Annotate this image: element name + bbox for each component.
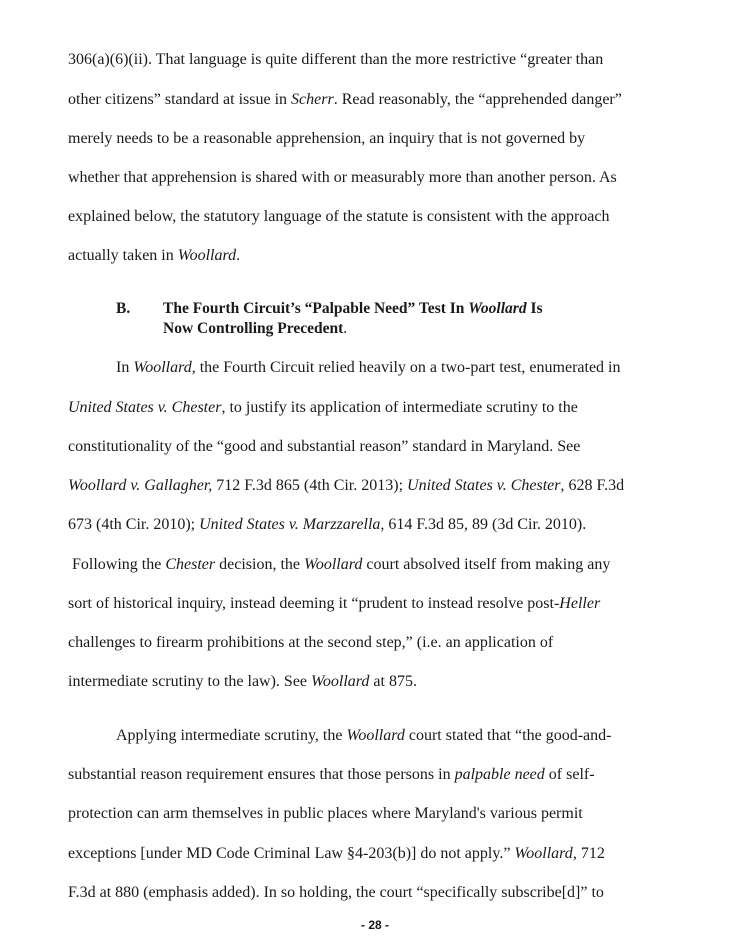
text-line: exceptions [under MD Code Criminal Law §4-203(b)] do not apply.” Woollard, 712 [68, 845, 605, 862]
case-name: Woollard [311, 673, 370, 690]
case-name: Chester [165, 556, 216, 573]
text-line: United States v. Chester, to justify its application of intermediate scrutiny to the [68, 399, 578, 416]
text-line: other citizens” standard at issue in Scherr. Read reasonably, the “apprehended danger” [68, 91, 622, 108]
text-line: In Woollard, the Fourth Circuit relied heavily on a two-part test, enumerated in [116, 359, 621, 376]
text-line: F.3d at 880 (emphasis added). In so holding, the court “specifically subscribe[d]” to [68, 884, 604, 901]
text-line: Applying intermediate scrutiny, the Woollard court stated that “the good-and- [116, 727, 612, 744]
case-name: Woollard [177, 247, 237, 264]
case-name: United States v. Chester [68, 399, 222, 416]
text-line: explained below, the statutory language of the statute is consistent with the approach [68, 208, 610, 225]
section-letter: B. [116, 300, 131, 317]
case-name: Woollard [304, 556, 363, 573]
text-line: 673 (4th Cir. 2010); United States v. Marzzarella, 614 F.3d 85, 89 (3d Cir. 2010). [68, 516, 587, 533]
text-line: whether that apprehension is shared with or measurably more than another person. As [68, 169, 617, 186]
text-line: substantial reason requirement ensures that those persons in palpable need of self- [68, 766, 595, 783]
heading-line: The Fourth Circuit’s “Palpable Need” Test In Woollard Is [163, 300, 543, 317]
text-line: Following the Chester decision, the Woollard court absolved itself from making any [68, 556, 611, 573]
text-line: Woollard v. Gallagher, 712 F.3d 865 (4th Cir. 2013); United States v. Chester, 628 F.3d [68, 477, 625, 494]
case-name: Woollard v. Gallagher, [68, 477, 213, 494]
text-line: constitutionality of the “good and substantial reason” standard in Maryland. See [68, 438, 581, 455]
case-name: Woollard [346, 727, 405, 744]
page-number: - 28 - [360, 918, 389, 932]
text-line: sort of historical inquiry, instead deeming it “prudent to instead resolve post-Heller [68, 595, 601, 612]
text-line: actually taken in Woollard. [68, 247, 241, 264]
case-name: United States v. Marzzarella [199, 516, 381, 533]
case-name: Woollard [514, 845, 573, 862]
case-name: Woollard [468, 300, 527, 317]
case-name: Heller [559, 595, 601, 612]
case-name: Scherr [291, 91, 334, 108]
text-line: intermediate scrutiny to the law). See Woollard at 875. [68, 673, 417, 690]
emphasis: palpable need [454, 766, 545, 783]
text-line: 306(a)(6)(ii). That language is quite different than the more restrictive “greater than [68, 51, 604, 68]
text-line: merely needs to be a reasonable apprehension, an inquiry that is not governed by [68, 130, 586, 147]
heading-line: Now Controlling Precedent. [163, 320, 348, 337]
case-name: United States v. Chester [407, 477, 561, 494]
text-line: protection can arm themselves in public places where Maryland's various permit [68, 805, 583, 822]
text-line: challenges to firearm prohibitions at the second step,” (i.e. an application of [68, 634, 554, 651]
case-name: Woollard [133, 359, 192, 376]
